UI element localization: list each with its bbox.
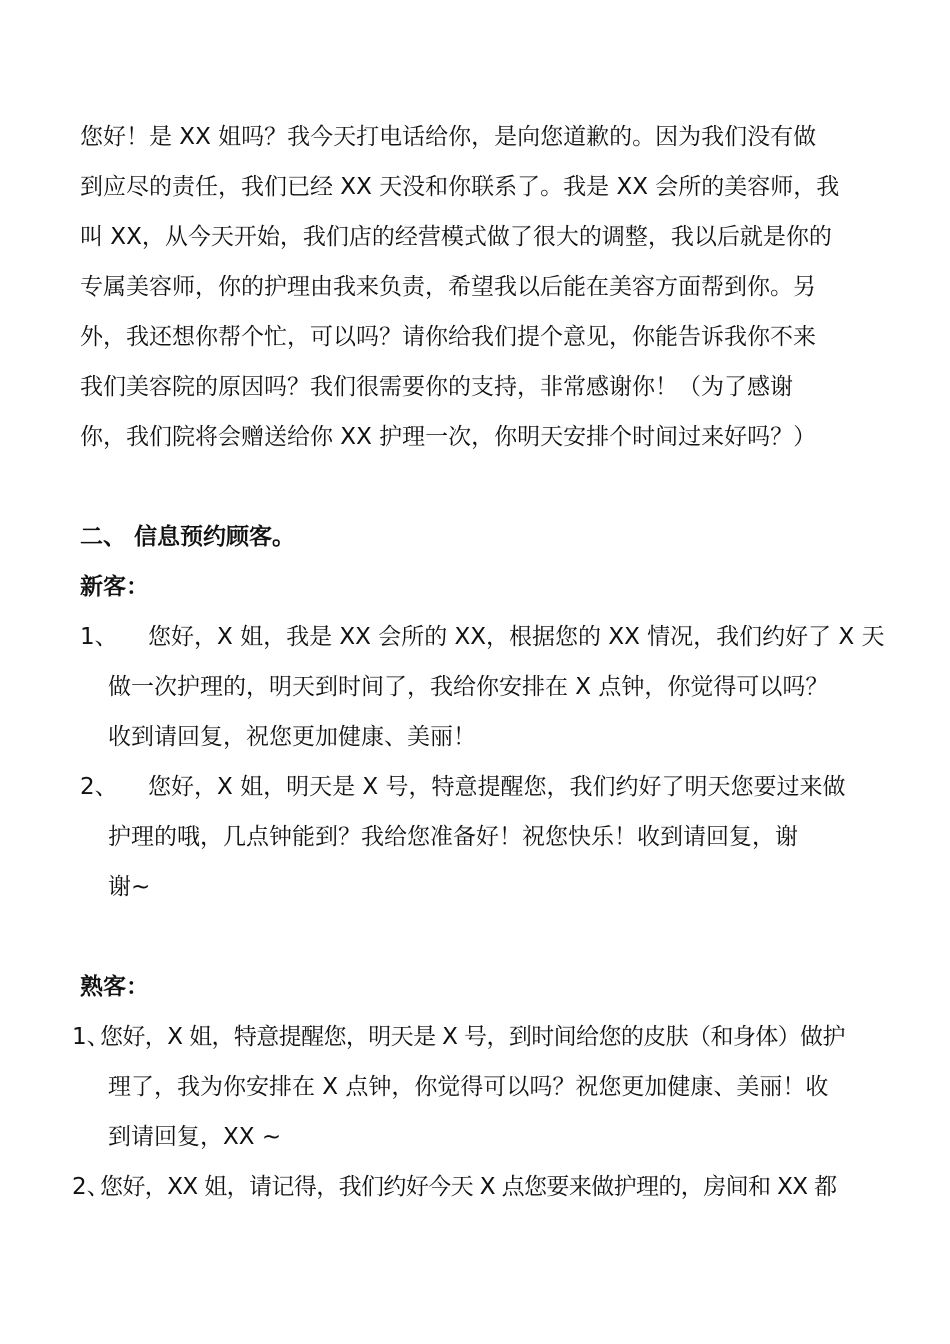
item-line: 您好，X 姐，我是 XX 会所的 XX，根据您的 XX 情况，我们约好了 X 天 (148, 624, 885, 650)
intro-line: 你，我们院将会赠送给你 XX 护理一次，你明天安排个时间过来好吗？） (80, 424, 817, 450)
item-line: 收到请回复，祝您更加健康、美丽！ (108, 724, 476, 750)
item-line: 您好，X 姐，特意提醒您，明天是 X 号，到时间给您的皮肤（和身体）做护 (100, 1024, 845, 1050)
item-number: 2、 (72, 1174, 110, 1200)
intro-line: 叫 XX，从今天开始，我们店的经营模式做了很大的调整，我以后就是你的 (80, 224, 832, 250)
item-line: 谢~ (108, 874, 151, 900)
item-line: 到请回复，XX ~ (108, 1124, 282, 1150)
intro-line: 您好！是 XX 姐吗？我今天打电话给你，是向您道歉的。因为我们没有做 (80, 124, 817, 150)
item-line: 您好，XX 姐，请记得，我们约好今天 X 点您要来做护理的，房间和 XX 都 (100, 1174, 837, 1200)
intro-line: 外，我还想你帮个忙，可以吗？请你给我们提个意见，你能告诉我你不来 (80, 324, 816, 350)
item-line: 做一次护理的，明天到时间了，我给你安排在 X 点钟，你觉得可以吗？ (108, 674, 829, 700)
intro-line: 我们美容院的原因吗？我们很需要你的支持，非常感谢你！（为了感谢 (80, 374, 793, 400)
item-number: 2、 (80, 774, 118, 800)
item-line: 您好，X 姐，明天是 X 号，特意提醒您，我们约好了明天您要过来做 (148, 774, 846, 800)
item-number: 1、 (80, 624, 118, 650)
regular-customer-label: 熟客： (80, 974, 149, 1000)
item-number: 1、 (72, 1024, 110, 1050)
item-line: 理了，我为你安排在 X 点钟，你觉得可以吗？祝您更加健康、美丽！收 (108, 1074, 829, 1100)
item-line: 护理的哦，几点钟能到？我给您准备好！祝您快乐！收到请回复，谢 (108, 824, 798, 850)
new-customer-label: 新客： (80, 574, 149, 600)
section-heading: 二、 信息预约顾客。 (80, 524, 296, 550)
intro-line: 专属美容师，你的护理由我来负责，希望我以后能在美容方面帮到你。另 (80, 274, 816, 300)
intro-line: 到应尽的责任，我们已经 XX 天没和你联系了。我是 XX 会所的美容师，我 (80, 174, 840, 200)
